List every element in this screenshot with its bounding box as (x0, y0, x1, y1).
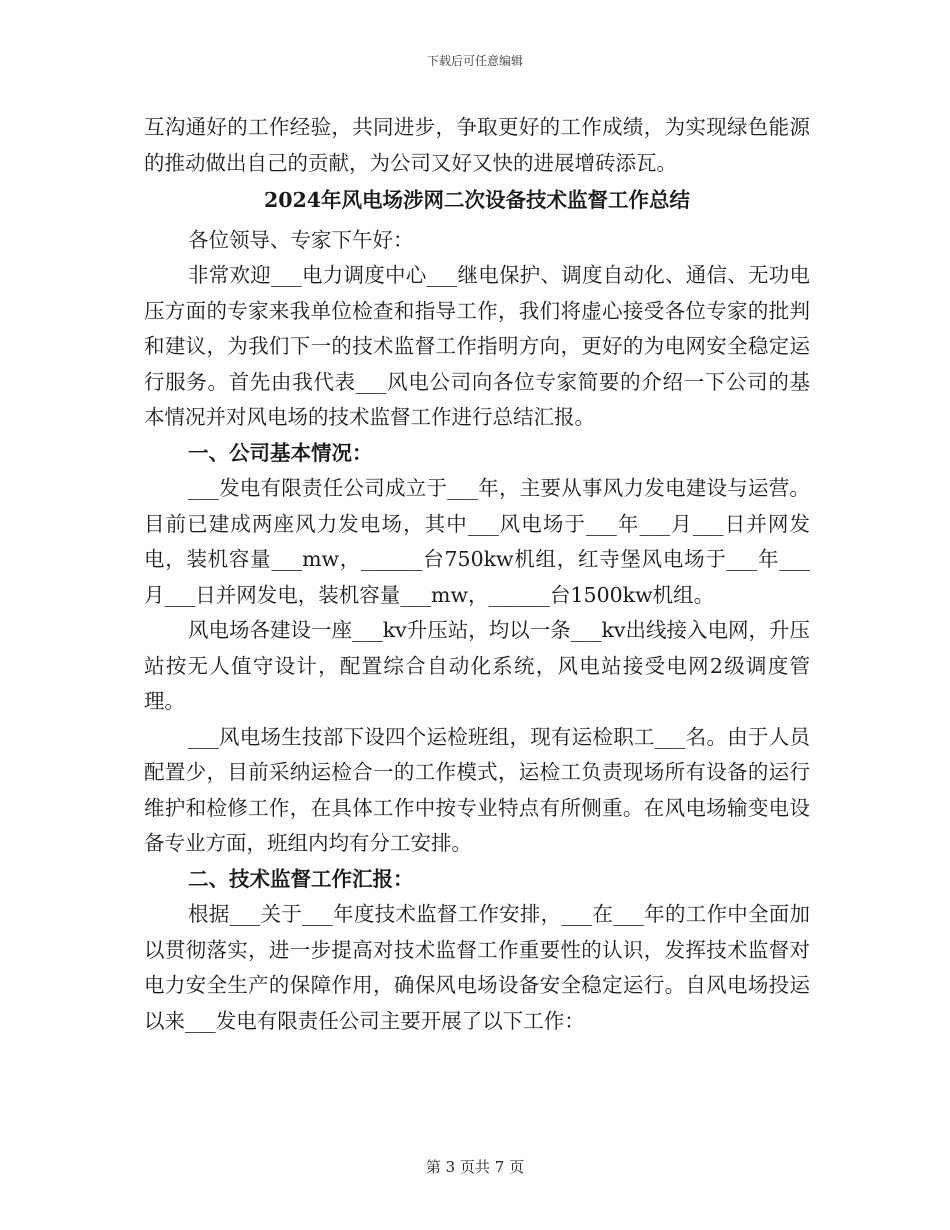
section-heading-company: 一、公司基本情况： (188, 440, 373, 465)
company-paragraph: ___发电有限责任公司成立于___年，主要从事风力发电建设与运营。目前已建成两座风力发电场，其中___风电场于___年___月___日并网发电，装机容量___mw，______台750kw机组，红寺堡风电场于___年___月___日并网发电，装机容量___mw，______台1500kw机组。 (144, 476, 810, 607)
document-body (144, 110, 810, 1039)
section-heading-report: 二、技术监督工作汇报： (188, 866, 414, 891)
report-paragraph: 根据___关于___年度技术监督工作安排，___在___年的工作中全面加以贯彻落实，进一步提高对技术监督工作重要性的认识，发挥技术监督对电力安全生产的保障作用，确保风电场设备安全稳定运行。自风电场投运以来___发电有限责任公司主要开展了以下工作： (144, 902, 810, 1033)
document-title: 2024年风电场涉网二次设备技术监督工作总结 (263, 188, 691, 212)
staff-paragraph: ___风电场生技部下设四个运检班组，现有运检职工___名。由于人员配置少，目前采纳运检合一的工作模式，运检工负责现场所有设备的运行维护和检修工作，在具体工作中按专业特点有所侧重。在风电场输变电设备专业方面，班组内均有分工安排。 (144, 724, 810, 855)
welcome-paragraph: 非常欢迎___电力调度中心___继电保护、调度自动化、通信、无功电压方面的专家来我单位检查和指导工作，我们将虚心接受各位专家的批判和建议，为我们下一的技术监督工作指明方向，更好的为电网安全稳定运行服务。首先由我代表___风电公司向各位专家简要的介绍一下公司的基本情况并对风电场的技术监督工作进行总结汇报。 (144, 263, 810, 429)
intro-continuation-paragraph: 互沟通好的工作经验，共同进步，争取更好的工作成绩，为实现绿色能源的推动做出自己的贡献，为公司又好又快的进展增砖添瓦。 (144, 115, 810, 175)
greeting-paragraph: 各位领导、专家下午好： (188, 227, 414, 252)
page-number: 第 3 页共 7 页 (425, 1158, 525, 1176)
substation-paragraph: 风电场各建设一座___kv升压站，均以一条___kv出线接入电网，升压站按无人值守设计，配置综合自动化系统，风电站接受电网2级调度管理。 (144, 618, 811, 713)
page-header: 下载后可任意编辑 (426, 54, 523, 68)
